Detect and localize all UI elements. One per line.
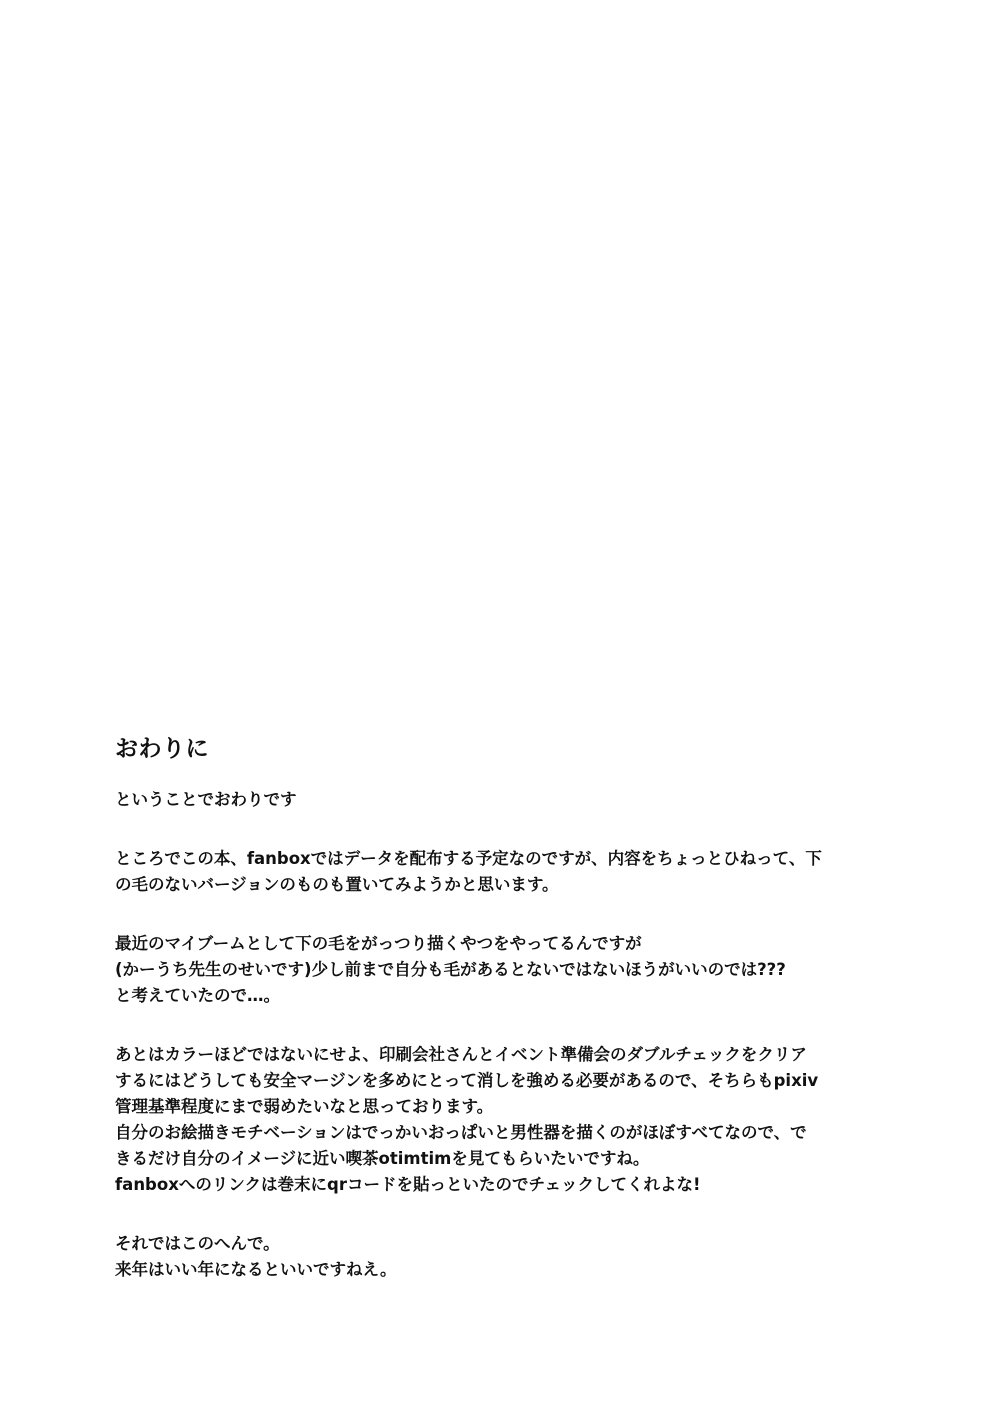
text-line: 来年はいい年になるといいですねえ。 [115, 1260, 397, 1279]
text-line: ということでおわりです [115, 790, 297, 809]
afterword-heading: おわりに [115, 736, 209, 762]
text-line: きるだけ自分のイメージに近い喫茶otimtimを見てもらいたいですね。 [115, 1149, 650, 1168]
text-line: と考えていたので…。 [115, 986, 280, 1005]
text-line: fanboxへのリンクは巻末にqrコードを貼っといたのでチェックしてくれよな! [115, 1175, 701, 1194]
text-line: の毛のないバージョンのものも置いてみようかと思います。 [115, 875, 559, 894]
text-line: 最近のマイブームとして下の毛をがっつり描くやつをやってるんですが [115, 934, 642, 953]
text-line: 自分のお絵描きモチベーションはでっかいおっぱいと男性器を描くのがほぼすべてなので、で [115, 1123, 807, 1142]
text-line: 管理基準程度にまで弱めたいなと思っております。 [115, 1097, 494, 1116]
text-line: するにはどうしても安全マージンを多めにとって消しを強める必要があるので、そちらもpixiv [115, 1071, 819, 1090]
paragraph-1 [115, 787, 875, 813]
text-line: それではこのへんで。 [115, 1234, 280, 1253]
afterword-section [115, 733, 875, 1316]
paragraph-3 [115, 931, 875, 1009]
text-line: (かーうち先生のせいです)少し前まで自分も毛があるとないではないほうがいいのでは??? [115, 960, 786, 979]
paragraph-4 [115, 1042, 875, 1198]
text-line: あとはカラーほどではないにせよ、印刷会社さんとイベント準備会のダブルチェックをクリア [115, 1045, 807, 1064]
paragraph-5 [115, 1231, 875, 1283]
paragraph-2 [115, 846, 875, 898]
text-line: ところでこの本、fanboxではデータを配布する予定なのですが、内容をちょっとひねって、下 [115, 849, 822, 868]
